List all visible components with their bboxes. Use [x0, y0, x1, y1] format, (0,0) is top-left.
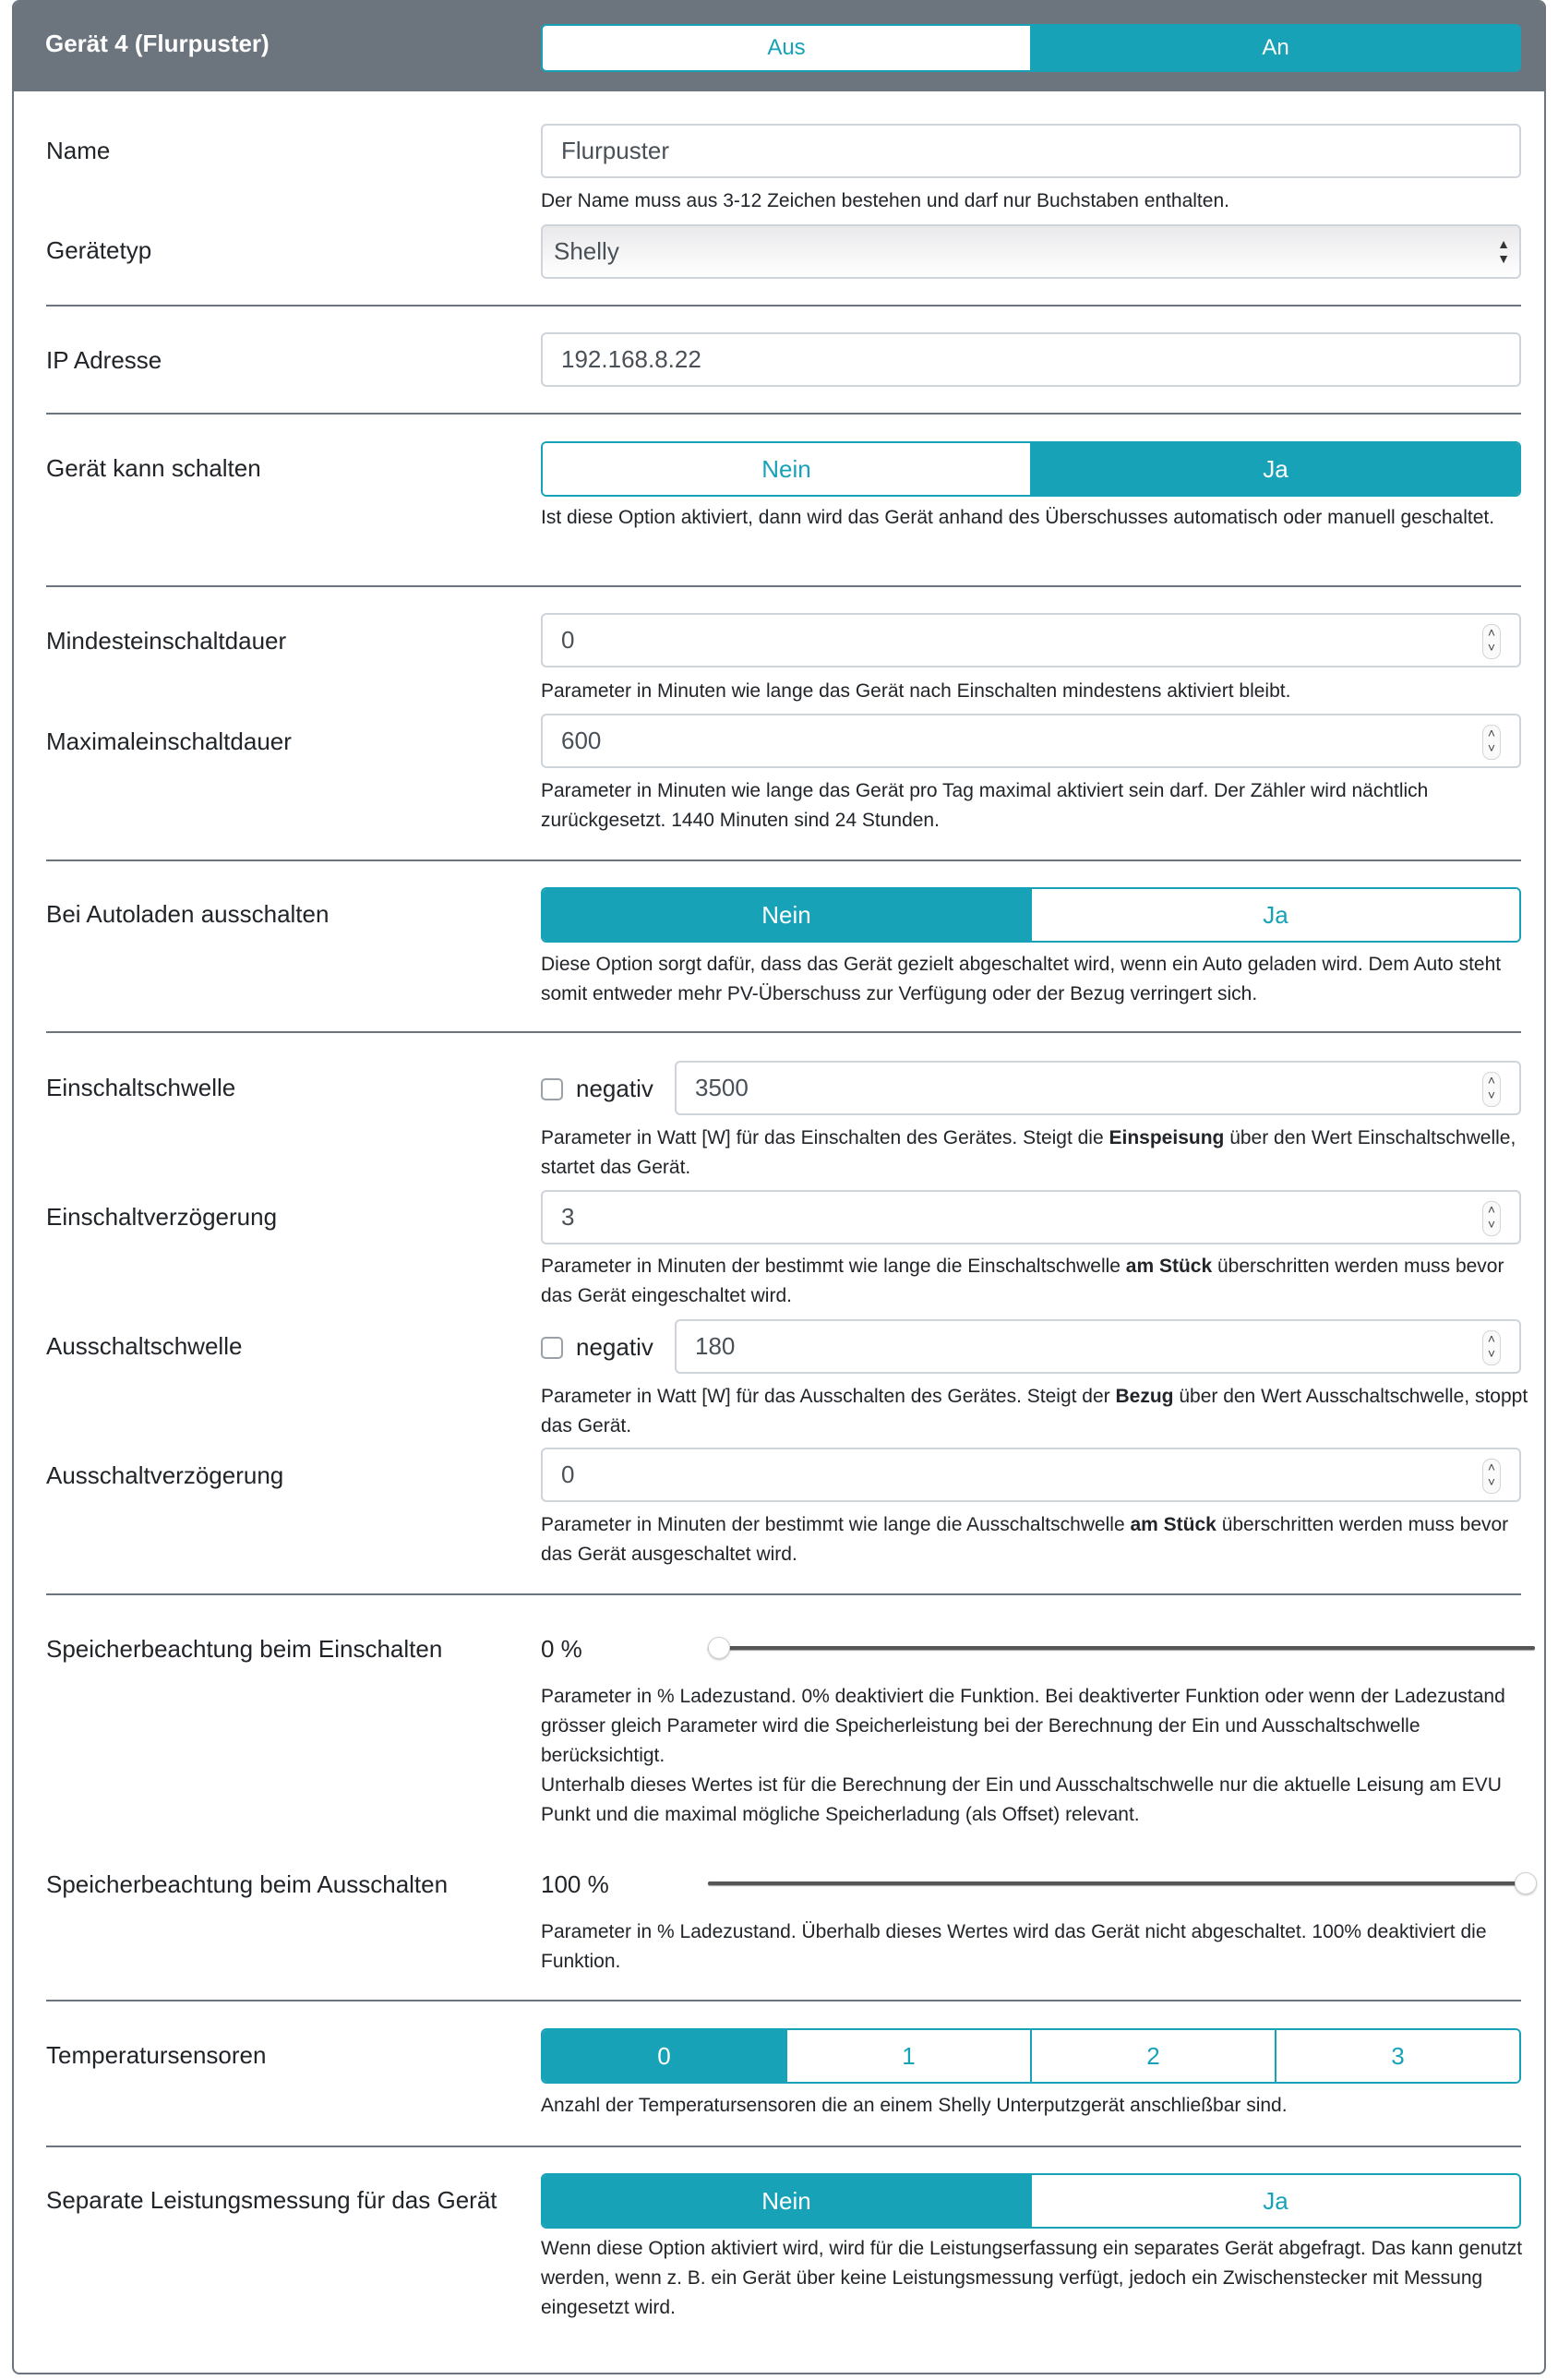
help-text: Unterhalb dieses Wertes ist für die Berechnung der Ein und Ausschaltschwelle nur die aktuelle Leisung am EVU Punkt und die maximal mögliche Speicherladung (als Offset) relevant.	[541, 1774, 1502, 1825]
divider	[46, 1031, 1521, 1033]
help-text: Parameter in Watt [W] für das Einschalten des Gerätes. Steigt die	[541, 1127, 1109, 1148]
min-on-input[interactable]	[541, 613, 1521, 667]
name-help: Der Name muss aus 3-12 Zeichen bestehen und darf nur Buchstaben enthalten.	[541, 190, 1229, 211]
number-spinner-icon[interactable]: ˄ ˅	[1482, 624, 1501, 659]
can-switch-help: Ist diese Option aktiviert, dann wird das Gerät anhand des Überschusses automatisch oder manuell geschaltet.	[541, 507, 1495, 528]
off-delay-label: Ausschaltverzögerung	[46, 1461, 284, 1489]
storage-on-label: Speicherbeachtung beim Einschalten	[46, 1635, 443, 1663]
car-off-help: Diese Option sorgt dafür, dass das Gerät gezielt abgeschaltet wird, wenn ein Auto geladen wird. Dem Auto steht somit entweder mehr PV-Überschuss zur Verfügung oder der Bezug verringert sich.	[541, 954, 1502, 1004]
help-emphasis: Einspeisung	[1109, 1127, 1225, 1148]
on-delay-label: Einschaltverzögerung	[46, 1203, 278, 1231]
separate-meter-help: Wenn diese Option aktiviert wird, wird für die Leistungserfassung ein separates Gerät abgefragt. Das kann genutzt werden, wenn z. B. ein Gerät über keine Leistungsmessung verfügt, jedoch ein Zwischenstecker mit Messung eingesetzt wird.	[541, 2238, 1523, 2318]
number-spinner-icon[interactable]: ˄ ˅	[1482, 1201, 1501, 1236]
storage-off-label: Speicherbeachtung beim Ausschalten	[46, 1870, 449, 1898]
max-on-value: 600	[561, 727, 602, 754]
help-text: Parameter in % Ladezustand. 0% deaktiviert die Funktion. Bei deaktiverter Funktion oder wenn der Ladezustand grösser gleich Parameter wird die Speicherleistung bei der Berechnung der Ein und Ausschaltschwelle berücksichtigt.	[541, 1686, 1505, 1766]
ip-label: IP Adresse	[46, 346, 162, 374]
help-text: über den Wert Einschaltschwelle, startet das Gerät.	[541, 1127, 1516, 1178]
max-on-label: Maximaleinschaltdauer	[46, 727, 292, 755]
number-spinner-icon[interactable]: ˄ ˅	[1482, 1459, 1501, 1494]
help-emphasis: am Stück	[1125, 1256, 1213, 1277]
storage-on-slider[interactable]	[708, 1646, 1535, 1650]
storage-off-value: 100 %	[541, 1870, 609, 1898]
name-label: Name	[46, 137, 111, 164]
can-switch-option-ja[interactable]: Ja	[1030, 443, 1519, 495]
device-type-label: Gerätetyp	[46, 236, 152, 264]
help-text: Parameter in Watt [W] für das Ausschalten des Gerätes. Steigt der	[541, 1386, 1116, 1407]
off-threshold-input[interactable]	[675, 1319, 1521, 1374]
divider	[46, 2146, 1521, 2147]
min-on-help: Parameter in Minuten wie lange das Gerät nach Einschalten mindestens aktiviert bleibt.	[541, 680, 1291, 702]
separate-meter-option-ja[interactable]: Ja	[1030, 2175, 1519, 2227]
help-emphasis: Bezug	[1115, 1386, 1174, 1407]
off-threshold-label: Ausschaltschwelle	[46, 1332, 243, 1360]
storage-on-value: 0 %	[541, 1635, 582, 1663]
on-delay-value: 3	[561, 1203, 575, 1231]
divider	[46, 2000, 1521, 2001]
help-text: überschritten werden muss bevor das Gerät eingeschaltet wird.	[541, 1256, 1504, 1306]
off-delay-help	[541, 1510, 1528, 1569]
min-on-label: Mindesteinschaltdauer	[46, 627, 287, 655]
separate-meter-label: Separate Leistungsmessung für das Gerät	[46, 2186, 497, 2214]
off-threshold-value: 180	[695, 1332, 736, 1360]
car-off-option-ja[interactable]: Ja	[1030, 889, 1519, 941]
separate-meter-toggle	[541, 2173, 1521, 2229]
help-text: Parameter in Minuten der bestimmt wie lange die Einschaltschwelle	[541, 1256, 1126, 1277]
on-threshold-input[interactable]	[675, 1061, 1521, 1115]
on-threshold-value: 3500	[695, 1074, 749, 1101]
can-switch-toggle	[541, 441, 1521, 497]
number-spinner-icon[interactable]: ˄ ˅	[1482, 725, 1501, 760]
min-on-value: 0	[561, 626, 575, 654]
storage-off-slider[interactable]	[708, 1881, 1535, 1885]
device-type-select[interactable]	[541, 224, 1521, 279]
storage-on-slider-thumb[interactable]	[708, 1637, 730, 1659]
car-off-label: Bei Autoladen ausschalten	[46, 900, 330, 928]
divider	[46, 413, 1521, 415]
number-spinner-icon[interactable]: ˄ ˅	[1482, 1072, 1501, 1107]
device-settings-card	[12, 0, 1546, 2374]
on-threshold-negative-checkbox[interactable]	[541, 1078, 563, 1100]
storage-off-slider-thumb[interactable]	[1515, 1872, 1537, 1894]
off-threshold-negative	[541, 1333, 653, 1362]
max-on-input[interactable]	[541, 714, 1521, 768]
card-header	[14, 2, 1544, 91]
select-arrows-icon: ▲ ▼	[1497, 236, 1510, 266]
temp-sensors-option-0[interactable]: 0	[543, 2030, 785, 2082]
toggle-option-aus[interactable]: Aus	[543, 26, 1030, 70]
off-threshold-negative-checkbox[interactable]	[541, 1337, 563, 1359]
divider	[46, 305, 1521, 307]
number-spinner-icon[interactable]: ˄ ˅	[1482, 1330, 1501, 1365]
on-threshold-negative-label: negativ	[576, 1075, 653, 1102]
can-switch-option-nein[interactable]: Nein	[543, 443, 1030, 495]
temp-sensors-option-2[interactable]: 2	[1030, 2030, 1275, 2082]
temp-sensors-help: Anzahl der Temperatursensoren die an einem Shelly Unterputzgerät anschließbar sind.	[541, 2095, 1288, 2116]
on-delay-help	[541, 1252, 1528, 1311]
divider	[46, 859, 1521, 861]
device-type-value: Shelly	[554, 237, 619, 265]
temp-sensors-option-3[interactable]: 3	[1275, 2030, 1519, 2082]
help-text: Parameter in Minuten der bestimmt wie lange die Ausschaltschwelle	[541, 1514, 1131, 1535]
on-threshold-label: Einschaltschwelle	[46, 1074, 236, 1101]
car-off-option-nein[interactable]: Nein	[543, 889, 1030, 941]
help-emphasis: am Stück	[1130, 1514, 1216, 1535]
divider	[46, 1593, 1521, 1595]
car-off-toggle	[541, 887, 1521, 943]
help-text: überschritten werden muss bevor das Gerät ausgeschaltet wird.	[541, 1514, 1509, 1565]
storage-on-help	[541, 1682, 1528, 1830]
temp-sensors-label: Temperatursensoren	[46, 2041, 267, 2069]
on-threshold-help	[541, 1124, 1528, 1183]
temp-sensors-toggle	[541, 2028, 1521, 2084]
toggle-option-an[interactable]: An	[1030, 26, 1519, 70]
off-delay-input[interactable]	[541, 1448, 1521, 1502]
divider	[46, 585, 1521, 587]
name-input[interactable]: Flurpuster	[541, 124, 1521, 178]
temp-sensors-option-1[interactable]: 1	[785, 2030, 1030, 2082]
can-switch-label: Gerät kann schalten	[46, 454, 261, 482]
max-on-help: Parameter in Minuten wie lange das Gerät pro Tag maximal aktiviert sein darf. Der Zähler wird nächtlich zurückgesetzt. 1440 Minuten sind 24 Stunden.	[541, 780, 1429, 831]
on-threshold-negative	[541, 1075, 653, 1103]
off-threshold-negative-label: negativ	[576, 1333, 653, 1361]
separate-meter-option-nein[interactable]: Nein	[543, 2175, 1030, 2227]
help-text: über den Wert Ausschaltschwelle, stoppt das Gerät.	[541, 1386, 1528, 1436]
off-threshold-help	[541, 1382, 1528, 1441]
device-active-toggle	[541, 24, 1521, 72]
card-title: Gerät 4 (Flurpuster)	[45, 30, 270, 57]
off-delay-value: 0	[561, 1460, 575, 1488]
on-delay-input[interactable]	[541, 1190, 1521, 1244]
storage-off-help: Parameter in % Ladezustand. Überhalb dieses Wertes wird das Gerät nicht abgeschaltet. 100% deaktiviert die Funktion.	[541, 1921, 1487, 1972]
ip-input[interactable]: 192.168.8.22	[541, 332, 1521, 387]
